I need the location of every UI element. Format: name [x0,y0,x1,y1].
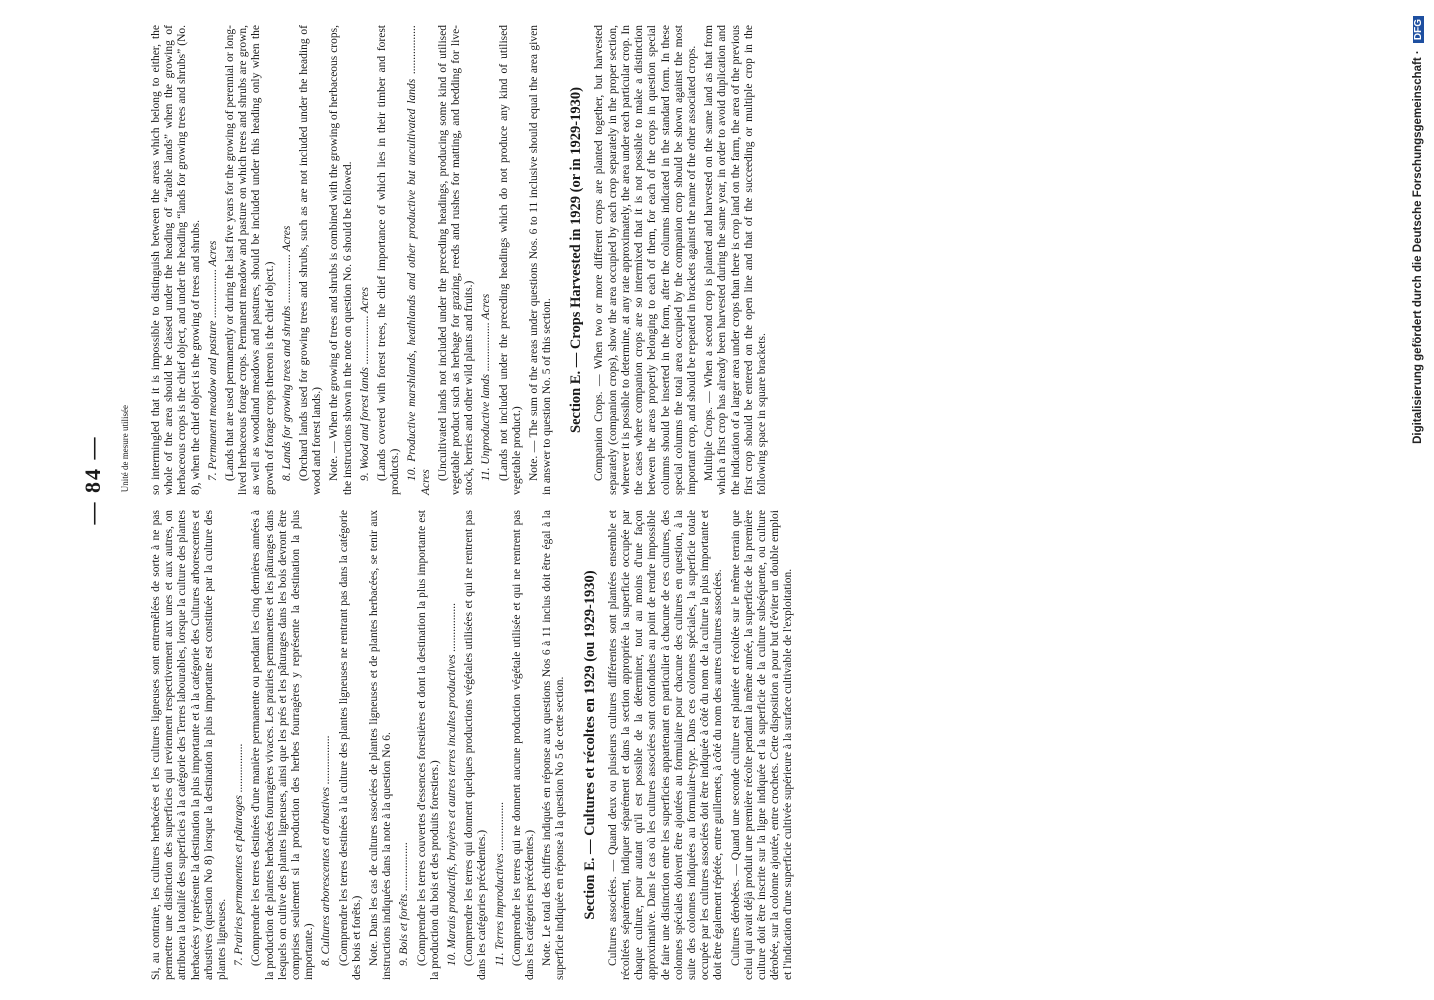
english-item-8: 8. Lands for growing trees and shrubs ................. Acres [280,225,293,481]
french-item-9-desc: (Comprendre les terres couvertes d'essences forestières et dont la destination la plus importante est la production du bois et des produits forestiers.) [415,510,441,980]
english-item-9: 9. Wood and forest lands ................. Acres [358,286,371,481]
french-note-2: Note. Le total des chiffres indiqués en réponse aux questions Nos 6 à 11 inclus doit être égal à la superficie indiquée en réponse à la question No 5 de cette section. [541,510,567,980]
credit-text: Digitalisierung gefördert durch die Deutsche Forschungsgemeinschaft · [1412,47,1424,444]
english-note-2: Note. — The sum of the areas under questions Nos. 6 to 11 inclusive should equal the area given in answer to question No. 5 of this section. [528,25,554,495]
french-item-11-desc: (Comprendre les terres qui ne donnent aucune production végétale utilisée et qui ne rentrent pas dans les catégories précédentes.) [510,510,537,980]
english-note-1: Note. — When the growing of trees and shrubs is combined with the growing of herbaceous crops, the instructions shown in the note on question No. 6 should be followed. [328,25,354,495]
dfg-logo: DFG [1413,16,1424,43]
english-item-10: 10. Productive marshlands, heathlands and other productive but uncultivated lands ................. Acres [406,25,432,495]
french-companion-crops: Cultures associées. — Quand deux ou plusieurs cultures différentes sont plantées ensemble et récoltées séparément, indiquer séparément et dans la section appropriée la superficie occupée par chaque culture, pour autant qu'il est possible de la déterminer, tout au moins d'une façon approximative. Dans le cas où les cultures associées sont confondues au point de rendre impossible de faire une distinction entre les superficies appartenant en particulier à chacune de ces cultures, des colonnes spéciales doivent être ajoutées au formulaire pour chacune des cultures en question, à la suite des colonnes indiquées au formulaire-type. Dans ces colonnes spéciales, la superficie totale occupée par les cultures associées doit être indiquée à côté du nom de la culture la plus importante et doit être également répétée, entre guillemets, à côté du nom des autres cultures associées. [606,510,725,980]
digitization-credit [1412,16,1430,976]
unit-label: Unité de mesure utilisée [120,405,130,493]
french-multiple-crops: Cultures dérobées. — Quand une seconde culture est plantée et récoltée sur le même terrain que celui qui avait déjà produit une première récolte pendant la même année, la superficie de la première culture doit être inscrite sur la ligne indiquée et la superficie de la culture subséquente, ou culture dérobée, sur la colonne ajoutée, entre crochets. Cette disposition a pour but d'éviter un double emploi et l'indication d'une superficie cultivée supérieure à la surface cultivable de l'exploitation. [729,510,795,980]
english-item-11: 11. Unproductive lands ................. Acres [480,293,493,481]
english-top-column [150,25,1300,495]
french-top-column [150,510,1050,980]
english-section-heading: Section E. — Crops Harvested in 1929 (or in 1929-1930) [568,87,585,433]
english-item-7-desc: (Lands that are used permanently or during the last five years for the growing of perennial or long-lived herbaceous forage crops. Permanent meadow and pasture on which trees and shrubs are grown, as well as woodland meadows and pastures, should be included under this heading only when the growth of forage crops thereon is the chief object.) [224,25,276,495]
french-item-10-desc: (Comprendre les terres qui donnent quelques productions végétales utilisées et qui ne rentrent pas dans les catégories précédentes.) [463,510,489,980]
french-item-9: 9. Bois et forêts ................. [398,842,411,966]
english-intro: so intermingled that it is impossible to distinguish between the areas which belong to either, the whole of the area should be classed under the heading of “arable lands” when the growing of herbaceous crops is the chief object, and under the heading “lands for growing trees and shrubs” (No. 8), when the chief object is the growing of trees and shrubs. [150,25,202,495]
french-item-10: 10. Marais productifs, bruyères et autres terres incultes productives ................. [446,602,459,966]
french-item-8: 8. Cultures arborescentes et arbustives ................. [320,735,333,966]
french-intro: Si, au contraire, les cultures herbacées et les cultures ligneuses sont entremêlées de sorte à ne pas permettre une distinction des superficies qui reviennent respectivement aux unes et aux autres, on attribuera la totalité des superficies à la catégorie des Terres labourables, lorsque la culture des plantes herbacées y représente la destination la plus importante et à la catégorie des Cultures arborescentes et arbustives (question No 8) lorsque la destination la plus importante est constituée par la culture des plantes ligneuses. [150,510,229,980]
page-number: — 84 — [80,435,105,525]
french-section-heading: Section E. — Cultures et récoltes en 1929 (ou 1929-1930) [581,570,598,920]
french-item-11: 11. Terres improductives ................. [493,801,506,966]
english-item-9-desc: (Lands covered with forest trees, the chief importance of which lies in their timber and forest products.) [376,25,402,495]
french-item-7-desc: (Comprendre les terres destinées d'une manière permanente ou pendant les cinq dernières années à la production de plantes herbacées fourragères vivaces. Les prairies permanentes et les pâturages dans lesquels on cultive des plantes ligneuses, ainsi que les prés et les pâturages dans les bois devront être comprises seulement si la production des herbes fourragères y représente la destination la plus importante.) [250,510,316,980]
english-item-8-desc: (Orchard lands used for growing trees and shrubs, such as are not included under the heading of wood and forest lands.) [298,25,324,495]
french-note-1: Note. Dans les cas de cultures associées de plantes ligneuses et de plantes herbacées, se tenir aux instructions indiquées dans la note à la question No 6. [368,510,394,980]
english-item-10-desc: (Uncultivated lands not included under the preceding headings, producing some kind of utilised vegetable product such as herbage for grazing, reeds and rushes for matting, and bedding for live-stock, berries and other wild plants and fruits.) [436,25,476,495]
english-item-11-desc: (Lands not included under the preceding headings which do not produce any kind of utilised vegetable product.) [497,25,523,495]
french-item-7: 7. Prairies permanentes et pâturages ................. [233,743,246,966]
french-item-8-desc: (Comprendre les terres destinées à la culture des plantes ligneuses ne rentrant pas dans la catégorie des bois et forêts.) [337,510,363,980]
english-item-7: 7. Permanent meadow and pasture ................. Acres [206,240,219,481]
english-multiple-crops: Multiple Crops. — When a second crop is planted and harvested on the same land as that from which a first crop has already been harvested during the same year, in order to avoid duplication and the indication of a larger area under crops than there is crop land on the farm, the area of the previous first crop should be entered on the open line and that of the succeeding or multiple crop in the following space in square brackets. [703,25,768,495]
english-companion-crops: Companion Crops. — When two or more different crops are planted together, but harvested separately (companion crops), show the area occupied by each crop separately in the proper section, wherever it is possible to determine, at any rate approximately, the area under each particular crop. In the cases where companion crops are so intermixed that it is not possible to make a distinction between the areas properly belonging to each of them, for each of the crops in question special columns should be inserted in the form, after the columns indicated in the standard form. In these special columns the total area occupied by the companion crop should be shown against the most important crop, and should be repeated in brackets against the name of the other associated crops. [593,25,698,495]
